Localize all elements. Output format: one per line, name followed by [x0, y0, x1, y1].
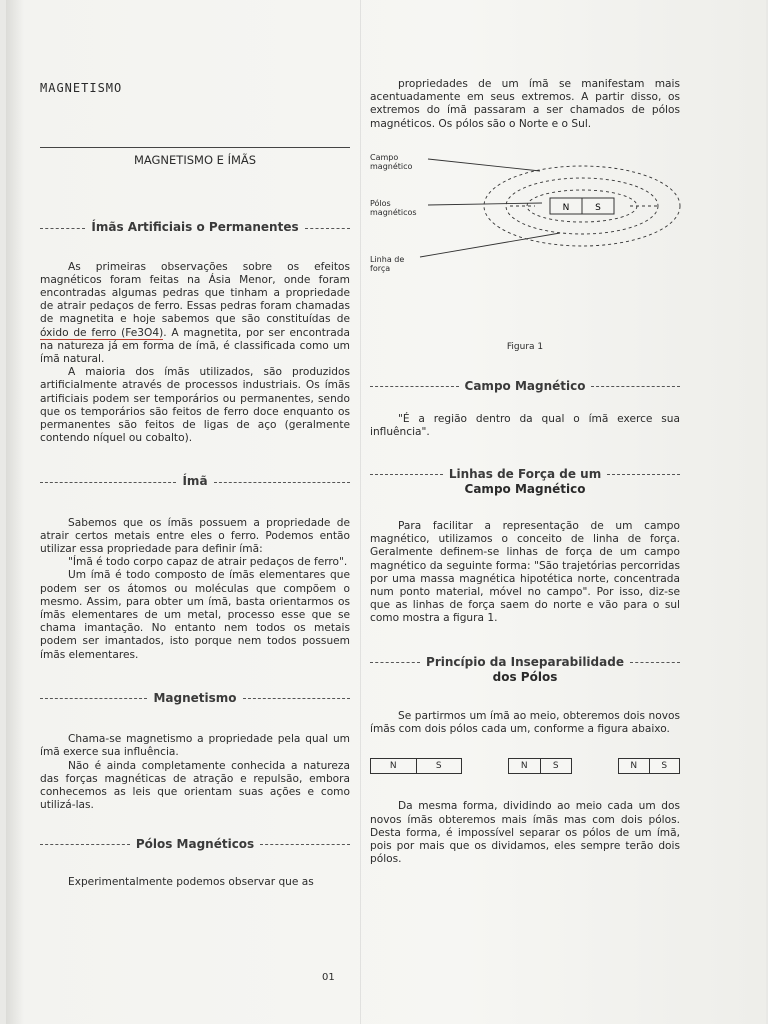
heading-imas-artificiais: Ímãs Artificiais o Permanentes — [40, 221, 350, 234]
paragraph-da-mesma-forma: Da mesma forma, dividindo ao meio cada um dos novos ímãs obteremos mais ímãs mas com dois pólos. Desta forma, é impossível separar os pólos de um ímã, pois por mais que os dividamos, eles sempre terão dois pólos. — [370, 800, 680, 866]
page-fold — [360, 0, 361, 1024]
leader-line-polos — [428, 203, 542, 205]
paragraph-artificiais: A maioria dos ímãs utilizados, são produzidos artificialmente através de processos industriais. Os ímãs artificiais podem ser temporários ou permanentes, sendo que os temporários são feitos de ferro doce enquanto os permanentes são feitos de ligas de aço (geralmente contendo níquel ou cobalto). — [40, 366, 350, 445]
leader-line-campo — [428, 159, 540, 171]
magnet-whole: N S — [370, 758, 462, 774]
page-number: 01 — [322, 972, 335, 983]
magnet-field-diagram — [370, 153, 700, 303]
leader-line-forca — [420, 233, 560, 257]
paragraph-imas-elementares: Um ímã é todo composto de ímãs elementares que podem ser os átomos ou moléculas que compõem o mesmo. Assim, para obter um ímã, basta orientarmos os ímãs elementares de um metal, processo esse que se chama imantação. No entanto nem todos os metais podem ser imantados, isto porque nem todos possuem ímãs elementares. — [40, 569, 350, 661]
paragraph-sabemos: Sabemos que os ímãs possuem a propriedade de atrair certos metais entre eles o ferro. Podemos então utilizar essa propriedade para definir ímã: — [40, 516, 350, 556]
paragraph-observacoes: As primeiras observações sobre os efeitos magnéticos foram feitas na Ásia Menor, onde foram encontradas algumas pedras que tinham a propriedade de atrair pedaços de ferro. Essas pedras foram chamadas de magnetita e hoje sabemos que são constituídas de óxido de ferro (Fe3O4). A magnetita, por ser encontrada na natureza já em forma de ímã, é classificada como um ímã natural. — [40, 260, 350, 366]
paragraph-polos: propriedades de um ímã se manifestam mais acentuadamente em seus extremos. A partir disso, os extremos do ímã passaram a ser chamados de pólos magnéticos. Os pólos são o Norte e o Sul. — [370, 78, 680, 130]
underlined-oxido: óxido de ferro (Fe3O4) — [40, 326, 164, 339]
divided-magnets-row — [370, 758, 680, 774]
paragraph-partirmos: Se partirmos um ímã ao meio, obteremos dois novos ímãs com dois pólos cada um, conforme a figura abaixo. — [370, 710, 680, 736]
quote-campo-definicao: "É a região dentro da qual o ímã exerce sua influência". — [370, 413, 680, 439]
header-rule — [40, 147, 350, 148]
figure-magnet-field — [370, 153, 700, 303]
section-title: MAGNETISMO E ÍMÃS — [133, 153, 257, 168]
heading-campo-magnetico: Campo Magnético — [370, 380, 680, 393]
paragraph-forcas: Não é ainda completamente conhecida a natureza das forças magnéticas de atração e repulsão, embora conhecemos as leis que orientam suas ações e como utilizá-las. — [40, 759, 350, 812]
heading-magnetismo: Magnetismo — [40, 692, 350, 705]
figure-caption: Figura 1 — [506, 341, 544, 352]
heading-ima: Ímã — [40, 475, 350, 488]
paragraph-linhas-de-forca: Para facilitar a representação de um campo magnético, utilizamos o conceito de linha de força. Geralmente definem-se linhas de força de um campo magnético da seguinte forma: "São trajetórias percorridas por uma massa magnética hipotética norte, concentrada num ponto material, móvel no campo". Por isso, diz-se que as linhas de força saem do norte e vão para o sul como mostra a figura 1. — [370, 520, 680, 625]
south-pole-label: S — [595, 202, 601, 213]
heading-principio-line2: dos Pólos — [492, 669, 558, 684]
label-campo-magnetico: Campo magnético — [370, 152, 413, 172]
label-polos-magneticos: Pólos magnéticos — [370, 198, 417, 218]
paragraph-magnetismo: Chama-se magnetismo a propriedade pela qual um ímã exerce sua influência. — [40, 733, 350, 759]
right-column — [370, 78, 680, 866]
north-pole-label: N — [562, 202, 570, 213]
heading-principio: Princípio da Inseparabilidade — [370, 656, 680, 669]
label-linha-de-forca: Linha de força — [370, 254, 405, 274]
magnet-half-second: N S — [618, 758, 680, 774]
heading-polos-magneticos: Pólos Magnéticos — [40, 838, 350, 851]
page-header: MAGNETISMO — [40, 81, 123, 95]
paragraph-experimentalmente: Experimentalmente podemos observar que as — [68, 875, 314, 888]
magnet-half: N S — [508, 758, 572, 774]
quote-ima-definicao: "Ímã é todo corpo capaz de atrair pedaços de ferro". — [68, 556, 348, 569]
left-column — [40, 78, 350, 889]
heading-linhas-de-forca: Linhas de Força de um — [370, 468, 680, 481]
heading-linhas-de-forca-line2: Campo Magnético — [464, 481, 586, 496]
